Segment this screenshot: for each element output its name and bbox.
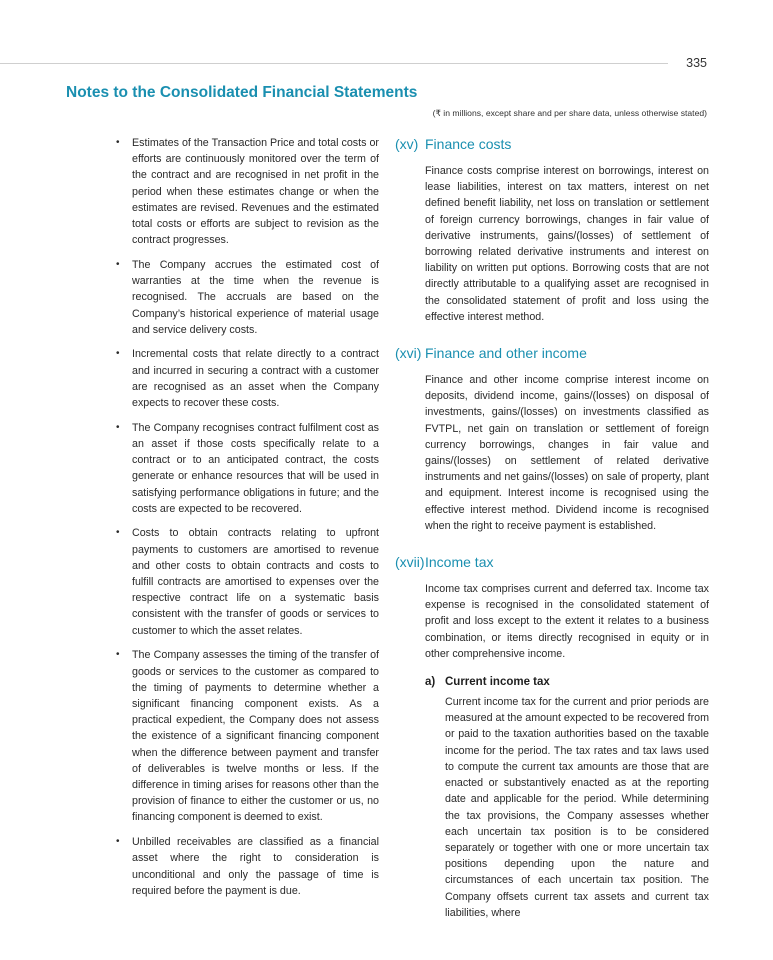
section-heading-finance-other-income: [395, 343, 709, 363]
section-title: Finance costs: [425, 136, 512, 152]
list-item: [116, 135, 379, 248]
bullet-icon: •: [116, 348, 120, 360]
bullet-icon: •: [116, 258, 120, 270]
right-column: [395, 134, 709, 921]
page-title: Notes to the Consolidated Financial Statements: [66, 84, 418, 101]
left-column: [116, 135, 379, 907]
bullet-icon: •: [116, 836, 120, 848]
subsection-body: Current income tax for the current and prior periods are measured at the amount expected to be recovered from or paid to the taxation authorities based on the taxable income for the period. The tax rates and tax laws used to compute the current tax amounts are those that are enacted or substantively enacted as at the reporting date and applicable for the period. While determining the tax provisions, the Company assesses whether each uncertain tax position is to be considered separately or together with one or more uncertain tax positions depending upon the nature and circumstances of each uncertain tax position. The Company offsets current tax assets and current tax liabilities, where: [445, 696, 709, 919]
bullet-text: Costs to obtain contracts relating to upfront payments to customers are amortised to revenue and other costs to obtain contracts and costs to fulfill contracts are amortised to expenses over the respective contract life on a systematic basis consistent with the transfer of goods or services to customer to which the asset relates.: [132, 527, 379, 637]
bullet-text: The Company accrues the estimated cost of warranties at the time when the revenue is recognised. The accruals are based on the Company’s historical experience of material usage and service delivery costs.: [132, 258, 379, 336]
section-number: (xvi): [395, 345, 422, 362]
bullet-text: Unbilled receivables are classified as a financial asset where the right to consideration is unconditional and only the passage of time is required before the payment is due.: [132, 836, 379, 897]
section-number: (xv): [395, 136, 419, 152]
bullet-icon: •: [116, 137, 120, 148]
subsection-heading-current-income-tax: [395, 676, 709, 688]
section-title: Finance and other income: [425, 345, 587, 362]
section-body: Finance costs comprise interest on borrowings, interest on lease liabilities, interest on tax matters, interest on net defined benefit liability, net loss on translation or settlement of foreign currency borrowings, changes in fair value of derivative instruments, gains/(losses) of settlement of borrowing related derivative instruments and interest on liability on written put options. Borrowing costs that are not directly attributable to a qualifying asset are recognised in the consolidated statement of profit and loss using the effective interest method.: [425, 165, 709, 323]
bullet-text: Incremental costs that relate directly to a contract and incurred in securing a contract with a customer are recognised as an asset when the Company expects to recover these costs.: [132, 348, 379, 410]
bullet-text: Estimates of the Transaction Price and total costs or efforts are continuously monitored over the term of the contract and are recognised in net profit in the period when these estimates change or when the estimates are revised. Revenues and the estimated total costs or efforts are subject to revision as the contract progresses.: [132, 137, 379, 247]
bullet-icon: •: [116, 421, 120, 433]
section-body: Finance and other income comprise interest income on deposits, dividend income, gains/(losses) on disposal of investments, gains/(losses) on investments classified as FVTPL, net gain on translation or settlement of foreign currency borrowings, changes in fair value and gains/(losses) on settlement of related derivative instruments and net gains/(losses) on sale of property, plant and equipment. Interest income is recognised using the effective interest method. Dividend income is recognised when the right to receive payment is established.: [425, 374, 709, 532]
header-rule: [0, 63, 668, 64]
page-number: 335: [686, 56, 707, 70]
currency-note: (₹ in millions, except share and per share data, unless otherwise stated): [432, 108, 707, 118]
list-item: [116, 346, 379, 411]
bullet-text: The Company assesses the timing of the transfer of goods or services to the customer as compared to the timing of payments to determine whether a significant financing component exists. As a practical expedient, the Company does not assess the existence of a significant financing component when the difference between payment and transfer of deliverables is twelve months or less. If the difference in timing arises for reasons other than the provision of finance to either the customer or us, no financing component is deemed to exist.: [132, 649, 379, 824]
bullet-icon: •: [116, 649, 120, 661]
list-item: [116, 647, 379, 825]
section-heading-finance-costs: [395, 134, 709, 154]
subsection-title: Current income tax: [445, 676, 550, 689]
list-item: [116, 257, 379, 338]
section-heading-income-tax: [395, 552, 709, 572]
section-title: Income tax: [425, 554, 494, 571]
bullet-text: The Company recognises contract fulfilment cost as an asset if those costs specifically relate to a contract or to an anticipated contract, the costs generate or enhance resources that will be used in satisfying performance obligations in future; and the costs are expected to be recovered.: [132, 421, 379, 515]
bullet-icon: •: [116, 527, 120, 539]
list-item: [116, 525, 379, 638]
list-item: [116, 834, 379, 899]
list-item: [116, 420, 379, 517]
subsection-letter: a): [425, 676, 436, 689]
section-body: Income tax comprises current and deferred tax. Income tax expense is recognised in the consolidated statement of profit and loss except to the extent it relates to a business combination, or items directly recognised in equity or in other comprehensive income.: [425, 583, 709, 660]
section-number: (xvii): [395, 554, 425, 571]
